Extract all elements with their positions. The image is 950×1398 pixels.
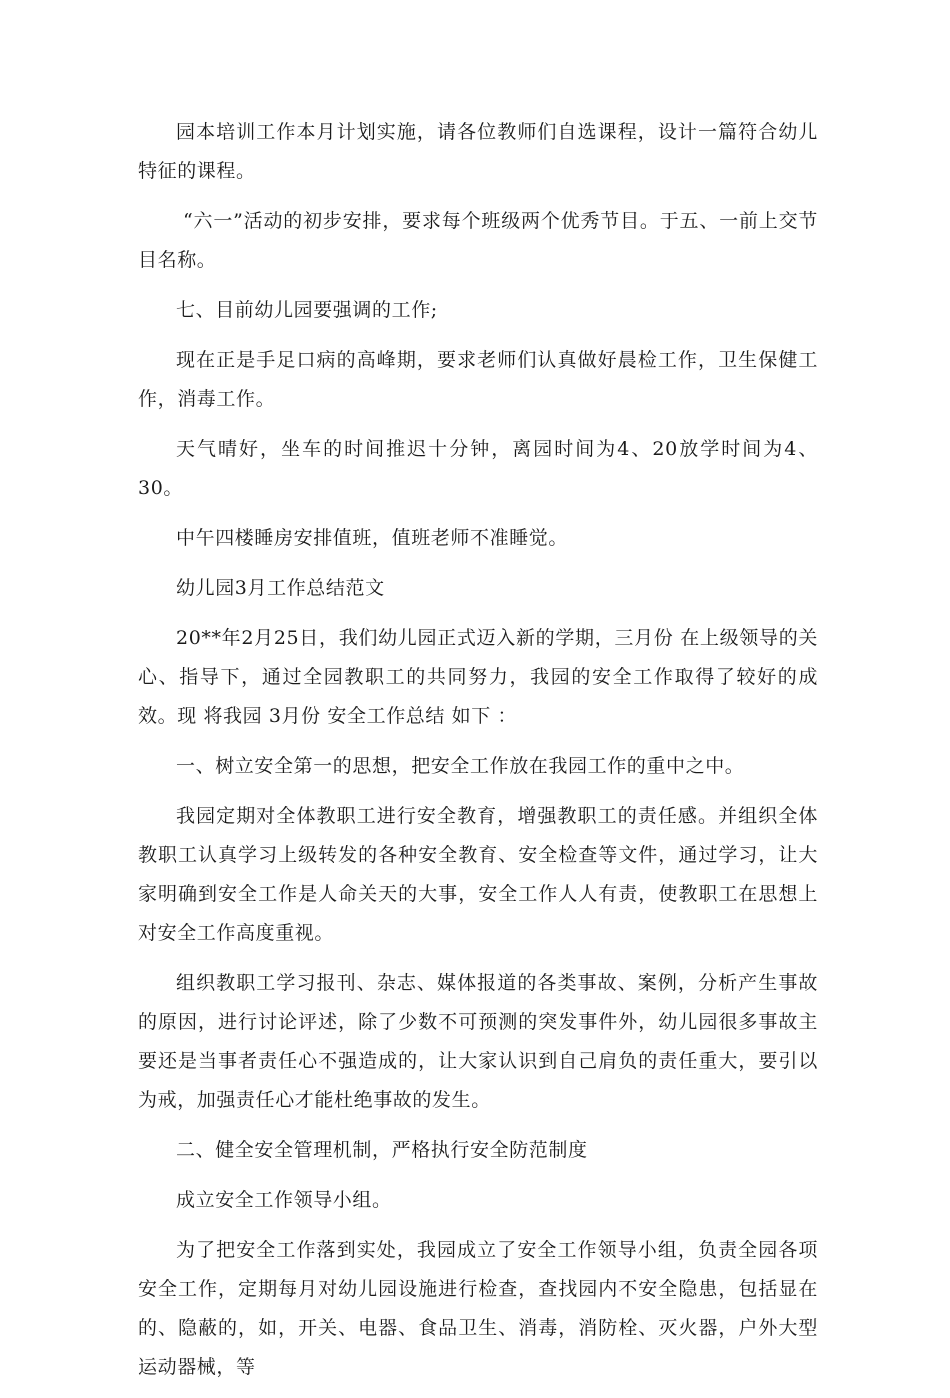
paragraph-section-two: 二、健全安全管理机制，严格执行安全防范制度 [176, 1139, 588, 1161]
paragraph-intro: 20**年2月25日，我们幼儿园正式迈入新的学期，三月份 在上级领导的关心、指导下，通过全园教职工的共同努力，我园的安全工作取得了较好的成效。现 将我园 3月份 安全工作总结 如下 ： [138, 627, 818, 727]
paragraph-implementation: 为了把安全工作落到实处，我园成立了安全工作领导小组，负责全园各项安全工作，定期每月对幼儿园设施进行检查，查找园内不安全隐患，包括显在的、隐蔽的，如，开关、电器、食品卫生、消毒，消防栓、灭火器，户外大型运动器械，等 [138, 1239, 818, 1378]
paragraph-noon-duty: 中午四楼睡房安排值班，值班老师不准睡觉。 [176, 527, 569, 549]
paragraph-leadership-group: 成立安全工作领导小组。 [176, 1189, 392, 1211]
paragraph-hand-foot-mouth: 现在正是手足口病的高峰期，要求老师们认真做好晨检工作，卫生保健工作，消毒工作。 [138, 349, 818, 410]
paragraph-section-one: 一、树立安全第一的思想，把安全工作放在我园工作的重中之中。 [176, 755, 745, 777]
document-page [138, 113, 818, 1398]
paragraph-schedule: 天气晴好，坐车的时间推迟十分钟，离园时间为4、20放学时间为4、30。 [138, 438, 818, 499]
paragraph-section-seven: 七、目前幼儿园要强调的工作; [176, 299, 438, 321]
paragraph-case-study: 组织教职工学习报刊、杂志、媒体报道的各类事故、案例，分析产生事故的原因，进行讨论评述，除了少数不可预测的突发事件外，幼儿园很多事故主要还是当事者责任心不强造成的，让大家认识到自己肩负的责任重大，要引以为戒，加强责任心才能杜绝事故的发生。 [138, 972, 818, 1111]
paragraph-heading-summary: 幼儿园3月工作总结范文 [176, 577, 385, 599]
paragraph-june-first: “六一”活动的初步安排，要求每个班级两个优秀节目。于五、一前上交节目名称。 [138, 210, 818, 271]
paragraph-safety-education: 我园定期对全体教职工进行安全教育，增强教职工的责任感。并组织全体教职工认真学习上级转发的各种安全教育、安全检查等文件，通过学习，让大家明确到安全工作是人命关天的大事，安全工作人人有责，使教职工在思想上对安全工作高度重视。 [138, 805, 818, 944]
paragraph-training: 园本培训工作本月计划实施，请各位教师们自选课程，设计一篇符合幼儿特征的课程。 [138, 121, 818, 182]
